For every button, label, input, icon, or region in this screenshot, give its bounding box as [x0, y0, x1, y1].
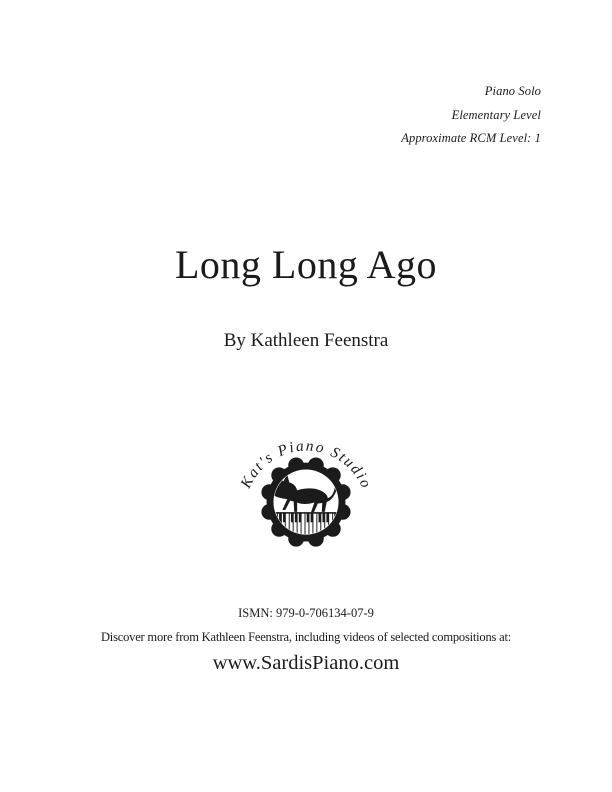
studio-logo: [234, 434, 378, 550]
discover-line: Discover more from Kathleen Feenstra, including videos of selected compositions at:: [100, 630, 512, 644]
website-url: www.SardisPiano.com: [212, 652, 400, 674]
meta-block: [401, 80, 541, 151]
meta-line-piano-solo: Piano Solo: [484, 84, 541, 98]
studio-logo-graphic: [234, 434, 378, 550]
byline: By Kathleen Feenstra: [223, 330, 389, 351]
meta-line-rcm: Approximate RCM Level: 1: [401, 131, 541, 145]
meta-line-level: Elementary Level: [451, 107, 541, 122]
page-title: Long Long Ago: [174, 242, 438, 287]
ismn-line: ISMN: 979-0-706134-07-9: [238, 606, 374, 620]
logo-arc-text: Kat's Piano Studio: [237, 437, 375, 491]
